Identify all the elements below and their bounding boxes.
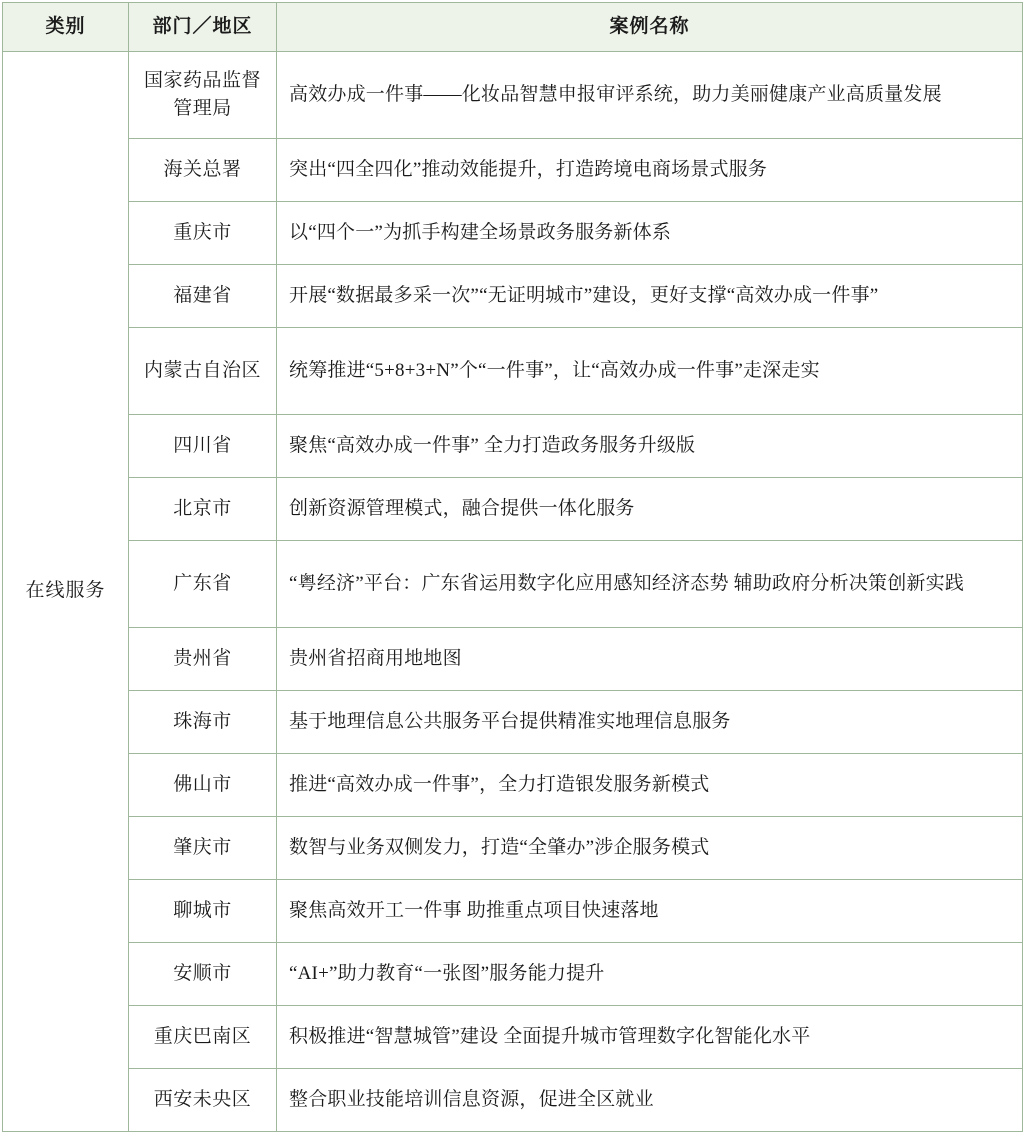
- case-table: [2, 2, 1023, 1132]
- region-cell: 福建省: [129, 265, 277, 328]
- case-name-cell: 积极推进“智慧城管”建设 全面提升城市管理数字化智能化水平: [277, 1006, 1023, 1069]
- table-row: [3, 1006, 1023, 1069]
- table-row: [3, 880, 1023, 943]
- table-body: [3, 52, 1023, 1132]
- header-category: 类别: [3, 3, 129, 52]
- case-name-cell: “AI+”助力教育“一张图”服务能力提升: [277, 943, 1023, 1006]
- table-row: [3, 943, 1023, 1006]
- region-cell: 聊城市: [129, 880, 277, 943]
- case-name-cell: 以“四个一”为抓手构建全场景政务服务新体系: [277, 202, 1023, 265]
- table-row: [3, 52, 1023, 139]
- case-name-cell: 高效办成一件事——化妆品智慧申报审评系统，助力美丽健康产业高质量发展: [277, 52, 1023, 139]
- table-row: [3, 628, 1023, 691]
- table-row: [3, 415, 1023, 478]
- region-cell: 肇庆市: [129, 817, 277, 880]
- region-cell: 佛山市: [129, 754, 277, 817]
- case-name-cell: “粤经济”平台：广东省运用数字化应用感知经济态势 辅助政府分析决策创新实践: [277, 541, 1023, 628]
- case-name-cell: 整合职业技能培训信息资源，促进全区就业: [277, 1069, 1023, 1132]
- region-cell: 贵州省: [129, 628, 277, 691]
- category-cell: 在线服务: [3, 52, 129, 1132]
- case-name-cell: 突出“四全四化”推动效能提升，打造跨境电商场景式服务: [277, 139, 1023, 202]
- region-cell: 四川省: [129, 415, 277, 478]
- header-row: [3, 3, 1023, 52]
- case-name-cell: 贵州省招商用地地图: [277, 628, 1023, 691]
- case-name-cell: 聚焦高效开工一件事 助推重点项目快速落地: [277, 880, 1023, 943]
- table-row: [3, 754, 1023, 817]
- table-row: [3, 817, 1023, 880]
- case-name-cell: 数智与业务双侧发力，打造“全肇办”涉企服务模式: [277, 817, 1023, 880]
- case-name-cell: 聚焦“高效办成一件事” 全力打造政务服务升级版: [277, 415, 1023, 478]
- table-row: [3, 139, 1023, 202]
- table-header: [3, 3, 1023, 52]
- header-region: 部门／地区: [129, 3, 277, 52]
- region-cell: 国家药品监督管理局: [129, 52, 277, 139]
- table-row: [3, 265, 1023, 328]
- table-row: [3, 478, 1023, 541]
- region-cell: 珠海市: [129, 691, 277, 754]
- region-cell: 安顺市: [129, 943, 277, 1006]
- region-cell: 重庆巴南区: [129, 1006, 277, 1069]
- region-cell: 重庆市: [129, 202, 277, 265]
- case-name-cell: 基于地理信息公共服务平台提供精准实地理信息服务: [277, 691, 1023, 754]
- region-cell: 西安未央区: [129, 1069, 277, 1132]
- case-name-cell: 统筹推进“5+8+3+N”个“一件事”，让“高效办成一件事”走深走实: [277, 328, 1023, 415]
- case-name-cell: 开展“数据最多采一次”“无证明城市”建设，更好支撑“高效办成一件事”: [277, 265, 1023, 328]
- table-row: [3, 202, 1023, 265]
- table-row: [3, 691, 1023, 754]
- document-page: [0, 2, 1024, 1110]
- case-name-cell: 创新资源管理模式，融合提供一体化服务: [277, 478, 1023, 541]
- table-row: [3, 1069, 1023, 1132]
- table-row: [3, 328, 1023, 415]
- region-cell: 海关总署: [129, 139, 277, 202]
- table-row: [3, 541, 1023, 628]
- region-cell: 广东省: [129, 541, 277, 628]
- region-cell: 内蒙古自治区: [129, 328, 277, 415]
- region-cell: 北京市: [129, 478, 277, 541]
- header-case-name: 案例名称: [277, 3, 1023, 52]
- case-name-cell: 推进“高效办成一件事”，全力打造银发服务新模式: [277, 754, 1023, 817]
